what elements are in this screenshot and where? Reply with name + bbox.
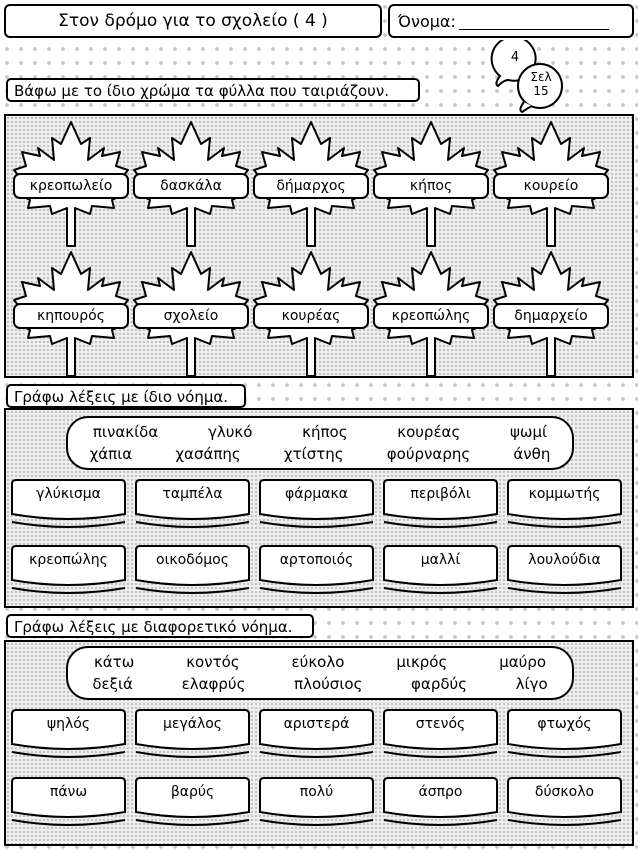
answer-card[interactable] (382, 478, 499, 528)
antonyms-word-bank (66, 646, 574, 700)
answer-card-word: φάρμακα (285, 486, 348, 502)
section2-instruction: Γράφω λέξεις με ίδιο νόημα. (6, 384, 246, 408)
answer-card-word: πολύ (299, 784, 334, 800)
word-bank-item: ελαφρύς (181, 675, 246, 693)
word-bank-item: άνθη (513, 445, 551, 463)
worksheet-title: Στον δρόμο για το σχολείο ( 4 ) (4, 4, 382, 38)
word-bank-item: φαρδύς (411, 675, 467, 693)
answer-card[interactable] (134, 708, 251, 758)
word-bank-item: εύκολο (291, 653, 345, 671)
word-bank-item: μαύρο (499, 653, 547, 671)
answer-card-word: άσπρο (418, 784, 463, 800)
answer-card-word: στενός (415, 716, 466, 732)
name-label: Όνομα: (398, 11, 456, 31)
maple-leaf[interactable] (12, 120, 130, 248)
answer-card-word: πάνω (49, 784, 88, 800)
word-bank-item: μικρός (396, 653, 448, 671)
answer-card[interactable] (10, 776, 127, 826)
name-field[interactable] (388, 4, 634, 38)
maple-leaf[interactable] (132, 120, 250, 248)
answer-card-word: φτωχός (537, 716, 592, 732)
leaf-word: δημαρχείο (514, 308, 588, 324)
section1-instruction: Βάφω με το ίδιο χρώμα τα φύλλα που ταιριάζουν. (6, 78, 420, 102)
word-bank-item: ψωμί (510, 423, 548, 441)
word-bank-item: φούρναρης (386, 445, 471, 463)
leaf-word: κρεοπωλείο (29, 178, 113, 194)
word-bank-item: χτίστης (283, 445, 344, 463)
page-reference (527, 70, 555, 98)
answer-card-word: κομμωτής (528, 486, 601, 502)
answer-card[interactable] (382, 708, 499, 758)
answer-card-word: μεγάλος (162, 716, 223, 732)
maple-leaf[interactable] (492, 120, 610, 248)
answer-card[interactable] (258, 776, 375, 826)
maple-leaf[interactable] (372, 120, 490, 248)
leaf-word: κουρέας (281, 308, 341, 324)
word-bank-item: πλούσιος (294, 675, 363, 693)
answer-card[interactable] (258, 544, 375, 594)
maple-leaf[interactable] (492, 250, 610, 378)
answer-card-word: ταμπέλα (162, 486, 223, 502)
word-bank-item: κοντός (186, 653, 240, 671)
maple-leaf[interactable] (132, 250, 250, 378)
answer-card-word: δύσκολο (534, 784, 595, 800)
leaf-word: σχολείο (163, 308, 219, 324)
answer-card[interactable] (382, 544, 499, 594)
leaf-word: κουρείο (523, 178, 579, 194)
answer-card[interactable] (506, 478, 623, 528)
maple-leaf[interactable] (252, 120, 370, 248)
answer-card-word: αριστερά (283, 716, 350, 732)
leaf-word: κρεοπώλης (391, 308, 471, 324)
word-bank-item: χασάπης (175, 445, 241, 463)
maple-leaf[interactable] (12, 250, 130, 378)
answer-card[interactable] (134, 544, 251, 594)
word-bank-item: γλυκό (207, 423, 253, 441)
answer-card-word: βαρύς (170, 784, 215, 800)
leaf-word: δήμαρχος (276, 178, 346, 194)
section3-instruction: Γράφω λέξεις με διαφορετικό νόημα. (6, 614, 314, 638)
answer-card-word: μαλλί (420, 552, 461, 568)
word-bank-item: δεξιά (92, 675, 133, 693)
answer-card[interactable] (10, 544, 127, 594)
answer-card-word: οικοδόμος (156, 552, 229, 568)
answer-card-word: λουλούδια (528, 552, 601, 568)
leaf-word: δασκάλα (160, 178, 222, 194)
page-number: 15 (533, 84, 549, 98)
word-bank-item: λίγο (515, 675, 548, 693)
word-bank-item: κάτω (93, 653, 135, 671)
leaf-word: κήπος (409, 178, 453, 194)
answer-card[interactable] (258, 708, 375, 758)
word-bank-item: πινακίδα (92, 423, 159, 441)
answer-card[interactable] (10, 708, 127, 758)
word-bank-item: χάπια (89, 445, 133, 463)
word-bank-item: κήπος (302, 423, 348, 441)
leaf-word: κηπουρός (37, 308, 105, 324)
maple-leaf[interactable] (252, 250, 370, 378)
answer-card-word: κρεοπώλης (29, 552, 108, 568)
answer-card-word: ψηλός (46, 716, 91, 732)
answer-card-word: γλύκισμα (36, 486, 101, 502)
maple-leaf[interactable] (372, 250, 490, 378)
answer-card[interactable] (506, 544, 623, 594)
word-bank-item: κουρέας (397, 423, 461, 441)
name-line[interactable] (459, 13, 609, 30)
answer-card[interactable] (258, 478, 375, 528)
answer-card[interactable] (134, 776, 251, 826)
answer-card-word: περιβόλι (410, 486, 471, 502)
answer-card[interactable] (506, 708, 623, 758)
answer-card[interactable] (134, 478, 251, 528)
badge-number: 4 (510, 50, 520, 65)
page-label: Σελ (530, 70, 552, 84)
answer-card[interactable] (506, 776, 623, 826)
answer-card[interactable] (382, 776, 499, 826)
answer-card-word: αρτοποιός (279, 552, 354, 568)
synonyms-word-bank (66, 416, 574, 470)
answer-card[interactable] (10, 478, 127, 528)
